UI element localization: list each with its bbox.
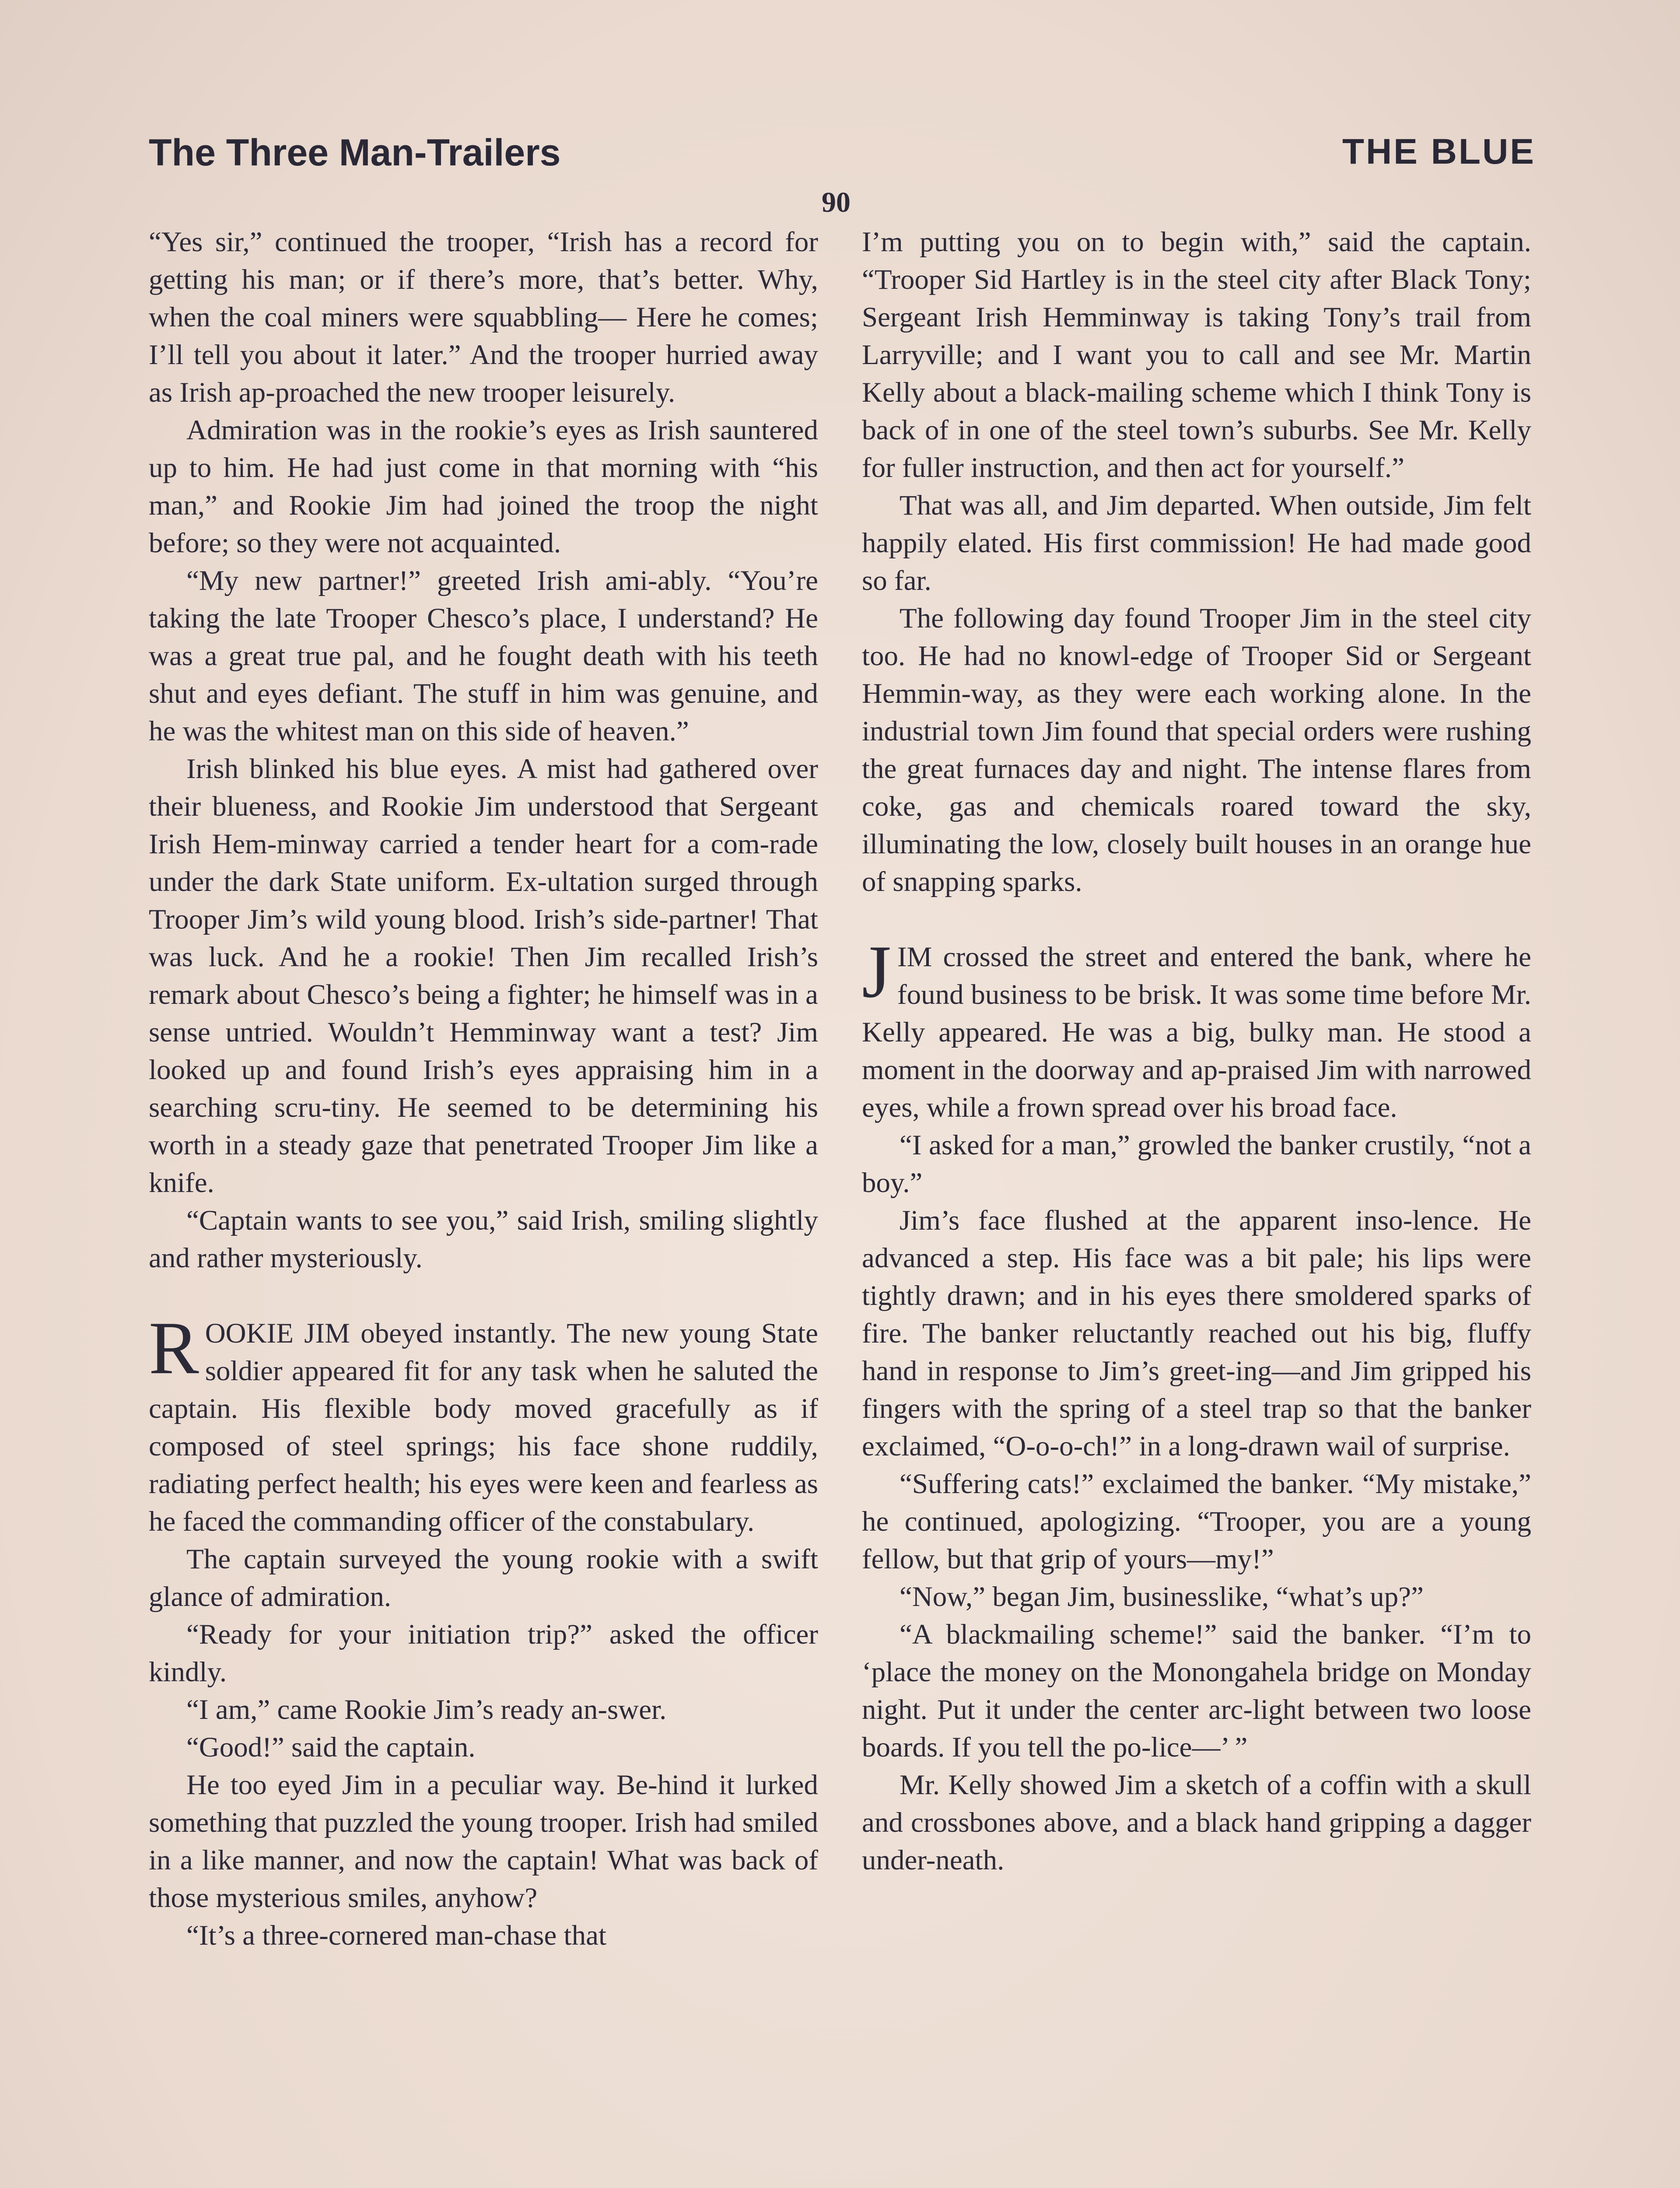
- paragraph: The following day found Trooper Jim in the steel city too. He had no knowl-edge of Trooper Sid or Sergeant Hemmin-way, as they were each working alone. In the industrial town Jim found that special orders were rushing the great furnaces day and night. The intense flares from coke, gas and chemicals roared toward the sky, illuminating the low, closely built houses in an orange hue of snapping sparks.: [862, 603, 1531, 898]
- paragraph-text: OOKIE JIM obeyed instantly. The new young State soldier appeared fit for any task when he saluted the captain. His flexible body moved gracefully as if composed of steel springs; his face shone ruddily, radiating perfect health; his eyes were keen and fearless as he faced the commanding officer of the constabulary.: [149, 1318, 818, 1537]
- paragraph: Jim’s face flushed at the apparent inso-lence. He advanced a step. His face was a bit pale; his lips were tightly drawn; and in his eyes there smoldered sparks of fire. The banker reluctantly reached out his big, fluffy hand in response to Jim’s greet-ing—and Jim gripped his fingers with the spring of a steel trap so that the banker exclaimed, “O-o-o-ch!” in a long-drawn wail of surprise.: [862, 1205, 1531, 1462]
- paragraph: “Good!” said the captain.: [186, 1732, 476, 1763]
- paragraph-text: IM crossed the street and entered the bank, where he found business to be brisk. It was some time before Mr. Kelly appeared. He was a big, bulky man. He stood a moment in the doorway and ap-praised Jim with narrowed eyes, while a frown spread over his broad face.: [862, 941, 1531, 1123]
- paragraph: The captain surveyed the young rookie with a swift glance of admiration.: [149, 1543, 818, 1613]
- paragraph: “Yes sir,” continued the trooper, “Irish has a record for getting his man; or if there’s more, that’s better. Why, when the coal miners were squabbling— Here he comes; I’ll tell you about it later.” And the trooper hurried away as Irish ap-proached the new trooper leisurely.: [149, 226, 818, 408]
- paragraph: Admiration was in the rookie’s eyes as Irish sauntered up to him. He had just come in that morning with “his man,” and Rookie Jim had joined the troop the night before; so they were not acquainted.: [149, 414, 818, 559]
- story-title: The Three Man-Trailers: [149, 132, 561, 174]
- paragraph: He too eyed Jim in a peculiar way. Be-hind it lurked something that puzzled the young trooper. Irish had smiled in a like manner, and now the captain! What was back of those mysterious smiles, anyhow?: [149, 1769, 818, 1914]
- paragraph: “I am,” came Rookie Jim’s ready an-swer.: [186, 1694, 667, 1725]
- paragraph: “Ready for your initiation trip?” asked the officer kindly.: [149, 1619, 818, 1688]
- paragraph: “A blackmailing scheme!” said the banker. “I’m to ‘place the money on the Monongahela bridge on Monday night. Put it under the center arc-light between two loose boards. If you tell the po-lice—’ ”: [862, 1619, 1531, 1763]
- paragraph: “It’s a three-cornered man-chase that: [186, 1920, 607, 1951]
- paragraph: Irish blinked his blue eyes. A mist had gathered over their blueness, and Rookie Jim understood that Sergeant Irish Hem-minway carried a tender heart for a com-rade under the dark State uniform. Ex-ultation surged through Trooper Jim’s wild young blood. Irish’s side-partner! That was luck. And he a rookie! Then Jim recalled Irish’s remark about Chesco’s being a fighter; he himself was in a sense untried. Wouldn’t Hemminway want a test? Jim looked up and found Irish’s eyes appraising him in a searching scru-tiny. He seemed to be determining his worth in a steady gaze that penetrated Trooper Jim like a knife.: [149, 753, 818, 1199]
- paragraph: That was all, and Jim departed. When outside, Jim felt happily elated. His first commission! He had made good so far.: [862, 490, 1531, 596]
- paragraph: “Suffering cats!” exclaimed the banker. “My mistake,” he continued, apologizing. “Trooper, you are a young fellow, but that grip of yours—my!”: [862, 1468, 1531, 1575]
- paragraph: Mr. Kelly showed Jim a sketch of a coffin with a skull and crossbones above, and a black hand gripping a dagger under-neath.: [862, 1769, 1531, 1876]
- section-paragraph: [149, 1307, 818, 1540]
- magazine-name: THE BLUE: [1342, 132, 1536, 172]
- drop-cap: R: [149, 1307, 199, 1390]
- paragraph: “I asked for a man,” growled the banker crustily, “not a boy.”: [862, 1129, 1531, 1199]
- paragraph: “My new partner!” greeted Irish ami-ably. “You’re taking the late Trooper Chesco’s place, I understand? He was a great true pal, and he fought death with his teeth shut and eyes defiant. The stuff in him was genuine, and he was the whitest man on this side of heaven.”: [149, 565, 818, 747]
- paragraph: I’m putting you on to begin with,” said the captain. “Trooper Sid Hartley is in the steel city after Black Tony; Sergeant Irish Hemminway is taking Tony’s trail from Larryville; and I want you to call and see Mr. Martin Kelly about a black-mailing scheme which I think Tony is back of in one of the steel town’s suburbs. See Mr. Kelly for fuller instruction, and then act for yourself.”: [862, 226, 1531, 484]
- right-column: [862, 223, 1531, 1879]
- drop-cap: J: [862, 930, 891, 1013]
- paragraph: “Captain wants to see you,” said Irish, smiling slightly and rather mysteriously.: [149, 1205, 818, 1274]
- page-number: 90: [822, 186, 850, 218]
- left-column: [149, 223, 818, 1954]
- paragraph: “Now,” began Jim, businesslike, “what’s up?”: [900, 1581, 1424, 1613]
- section-paragraph: [862, 930, 1531, 1126]
